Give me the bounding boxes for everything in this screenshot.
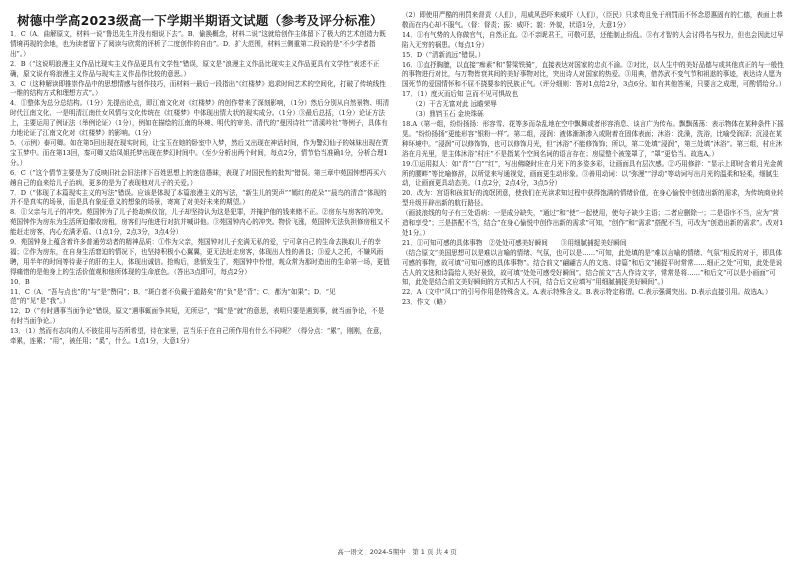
answer-paragraph: （结合原文“美国思想可以是难以言喻的情绪、气氛，也可以是……”可知，此处填的是“难以言喻的情绪、气氛”相反的对于，即具体可感的事物，故可填“可知可感的具体事物”。结合前文“翩翩古人的文选、诗篇”和后文“捕捉平时常常……细正之处”可知，此处是说古人的文选和诗篇给人美好景致，故可填“处处可感受好瞬间”。结合前文“古人作诗文字，常常是将……”和后文“可以是小画面”可知，此处是结合前文美好瞬间的方式和古人不同，结合后文应填写“用细腻捕捉美好瞬间”。） <box>402 248 783 287</box>
answer-paragraph: 1．C（A．曲解原文，材料一说“鲁迅先生并没有细说下去”。B．偷换概念，材料二说“这就给创作主体留下了极大的艺术创造力既情境再现的余地，也为读者留下了阅读与欣赏的评析了二度创作的自由”。D．扩大范围，材料三侧重第二段说的是“不少学者指出”。） <box>10 30 386 58</box>
answer-paragraph: 14．①有气势的人你做官气，自然正直。②不亲昵君王，可敬可恶，还能制止纷乱。③有才智的人会讨得名与权力，但也会因此过早陷入无穷的祸患。（每点1分） <box>402 30 784 49</box>
answer-paragraph: 13．（1）然而有志向的人不彼往用与否所希望，待在家里，岂当乐于在自己所作用有什么不同呢？（得分点：“累”，刚刚，在意，牵累，连累；“用”，被任用；“奚”，什么。1点1分，大意1分） <box>10 327 386 346</box>
answer-paragraph: 23．作文（略） <box>402 298 450 307</box>
answer-paragraph: 21．①可知可感的具体事物 ②处处可感美好瞬间 ③用细腻捕捉美好瞬间 <box>402 238 627 247</box>
answer-paragraph: 19.①运用拟人：如“青”“白”“红”，写出佛晓时庄在月光下的多姿多彩，让画面具有层次感。②巧用修辞：“显示上即时含着月光金黄所的腰畔”等比喻修辞，以所觉来写通视觉，画面更生动形象。③善用动词：以“弥漫”“浮动”等动词写出月光的温柔和轻柔，细腻生动，让画面更具动态美。（1点2分，2点4分，3点5分） <box>402 159 783 188</box>
answers-right-column <box>402 11 785 543</box>
answer-paragraph: （2）即使用严酷的刑罚来督责（人们），用威风恐吓来威吓（人们），（臣民）只求苟且免于刑罚而不怀念恩惠固有的仁德，表面上恭敬而在内心却不服气。（督：督责；振：威吓；貌：外貌，状语1分，大意1分） <box>402 11 783 29</box>
answer-paragraph: （画波浪线的句子有三处语病：一是成分缺失，“通过”和“使”一起使用，使句子缺少主语；二者应删除一；二是语序不当，应为“营造和享受”；三是搭配不当，结合“在身心愉悦中创作出新的需求”可知，“创作”和“需求”搭配不当，可改为“创造出新的需求”。改对1处1分。） <box>402 209 784 237</box>
answer-paragraph: 18.A（第一组，纷纷扬扬：形容雪、花等多而杂乱地在空中飘舞或者形容消息、谈言广为传布。飘飘荡荡：表示物体在某种条件下摇晃。“纷纷扬扬”更能形容“银粉一样”。第二组，浸润：液体渐渐渗入或附着在固体表面；沐浴：洗澡，洗浴，比喻受润泽；沉浸在某种环境中。“浸润”可以修饰饰，也可以修饰月光，但“沐浴”不能修饰饰；所以，第二处填“浸润”，第三处填“沐浴”。第三组，村庄沐浴在月光里，是主体沐浴“村庄”不是指某个空间名词的语言存在；房屋整个被笼罩了，“罩”更恰当。故选A。） <box>402 119 784 158</box>
answer-paragraph: 22．A（文中“风口”的引号作用是特殊含义。A.表示特殊含义。B.表示特定称谓。C.表示强调突出。D.表示直接引用。故选A。） <box>402 288 772 297</box>
answer-paragraph: 12．D（“有时遇事当面争论”错误，原文“遇事辄面争其短，无所忌”，“辄”是“就”的意思，表明只要是遇到事，就当面争论，不是有时当面争论。） <box>10 307 385 326</box>
answer-paragraph: 9．苑国钟身上蕴含着许多普通劳动者的精神品质：①作为父亲，苑国钟对儿子充满无私的爱，宁可拿自己的生命去换取儿子的幸福；②作为房东，在自身生活窘迫的情况下，也坚持积极小心翼翼，更无法赶走房客，体现出人性的善良；③爱人之托，不嫌风雨聘，用半年的时间等待妻子的肝的主人，体现出诚信。抢购后，悲愤发生了，苑国钟中怜惜，观众常为那时造出的生命第一场，更值得痛惜的是他身上的生活价值观和他所体现的生命底色。（答出3点即可，每点2分） <box>10 238 390 276</box>
answer-paragraph: 7．D（“体现了本篇现实主义的写法”错误。应该是体现了本篇浪漫主义的写法，“新生儿的哭声”“嫣红的花朵”“晨鸟的清音”体现的并不是真实的场景，而是具有象征意义的想象的场景，寄寓了对美好未来的期望。） <box>10 188 387 207</box>
answer-paragraph: 20．改为：宫语和孩贫好的流氓团意，使我们在光读求知过程中获得饱满的情绪价值，在身心愉悦中创造出新的需求，为传统商业转型升级开辟出新的航行路径。 <box>402 189 784 208</box>
answer-paragraph: 15．D（“清新流远”错误。） <box>402 50 485 59</box>
answer-paragraph: 8．①父亲与儿子的冲突。苑国钟为了儿子抢劫殡仪馆，儿子却坚持认为这是犯罪，并掩护他的钱来赌不正。②房东与房客的冲突。苑国钟作为房东为生活所迫催收房租，房客们与他进行对抗并喊讲他。③苑国钟内心的冲突。物价飞涨，苑国钟无法负担修房租又不能赶走房客，内心充满矛盾。（1点1分，2点3分，3点4分） <box>10 208 390 237</box>
answer-paragraph: 6．C（“这个情节主要是为了反映旧社会旧法律下百姓思想上的迷信愚昧，表现了对国民性的批判”错误。第三章中苑国钟想再买六趟自己的血来给儿子治病，更多的是为了表现他对儿子的关爱。） <box>10 168 386 187</box>
answer-paragraph: （2）干古无富对此 远瞻荣辱 <box>412 100 497 109</box>
answer-paragraph: 4．①整体为总分总结构。（1分）先提出论点，即江南文化对《红楼梦》的创作带来了深刻影响，（1分）然后分别从自然景物、明清时代江南文化、一是明清江南仕女风情与文化传统在《红楼梦》中体现出情大状的现实成分。（1分）③最后总括，（1分）论证方法上，主要运用了例证法（举例论证）（1分），例如在描绘的江南的环境、明代的审美、清代的“曼因诗社”“清溪吟社”等例子，具体有力地论证了江南文化对《红楼梦》的影响。（1分） <box>10 99 390 138</box>
answer-paragraph: （3）鼎铛玉石 金块珠砾 <box>412 110 484 119</box>
answer-paragraph: 10．B <box>10 277 30 286</box>
page-footer: 高一语文 2024-5期中 第 1 页 共 4 页 <box>337 548 457 556</box>
answers-left-column <box>10 30 390 543</box>
page-title: 树德中学高2023级高一下学期半期语文试题（参考及评分标准） <box>17 13 383 28</box>
answer-paragraph: 5．（示例）泰可卿。如在第5回出现在现实时间，让宝玉在她的卧室中入梦，然后又出现在神话时间，作为警幻仙子的妹妹出现在贾宝玉梦中。而在第13回，秦可卿又给凤姐托梦出现在梦幻时间中。（至少分析出两个时间，每点2分，情节恰当准确1分，分析合理1分。） <box>10 138 389 167</box>
answer-paragraph: 2．B（“这说明浪漫主义作品比现实主义作品更具有文学性”错误，原文是“浪漫主义作品比现实主义作品更具有文学性”表述不正确，原文说有将浪漫主义作品与现实主义作品作比较的意思。） <box>10 59 380 78</box>
answer-paragraph: 3．C（这种解读即推崇作品中的思想情感与创作技巧，而材料一最后一段指出“《红楼梦》追求时间艺术的空间化，打破了传统线性一维的结构方式和理想方式”。） <box>10 79 386 98</box>
answer-paragraph: 16．①直抒胸臆，以直接“痴素”和“誓梁铁骑”，直接表达对国家的忠贞不渝。②对比，以人生中的美好品德与或其他真正的与一般性的事物进行对比，与万物皆衰其间的美好事物对比，突出诗人对国家的热爱。③用典，借苏武不变气节和祖逖的事迹，表达诗人愿为国死节的爱国情怀和不屈不挠要参的民族正气。（评分细则：答对1点给2分，3点6分。如有其他答案，只要言之成理，可酌情给分。） <box>402 60 785 89</box>
answer-paragraph: 17．（1）度灭而后知 岂而不见可惧故也 <box>402 90 519 99</box>
answer-paragraph: 11．C（A．“吾与点也”的“与”是“赞同”；B．“斑白者不负戴于道路矣”的“负”是“背”；C．都为“如果”；D．“见范”的“见”是“我”。） <box>10 287 336 306</box>
